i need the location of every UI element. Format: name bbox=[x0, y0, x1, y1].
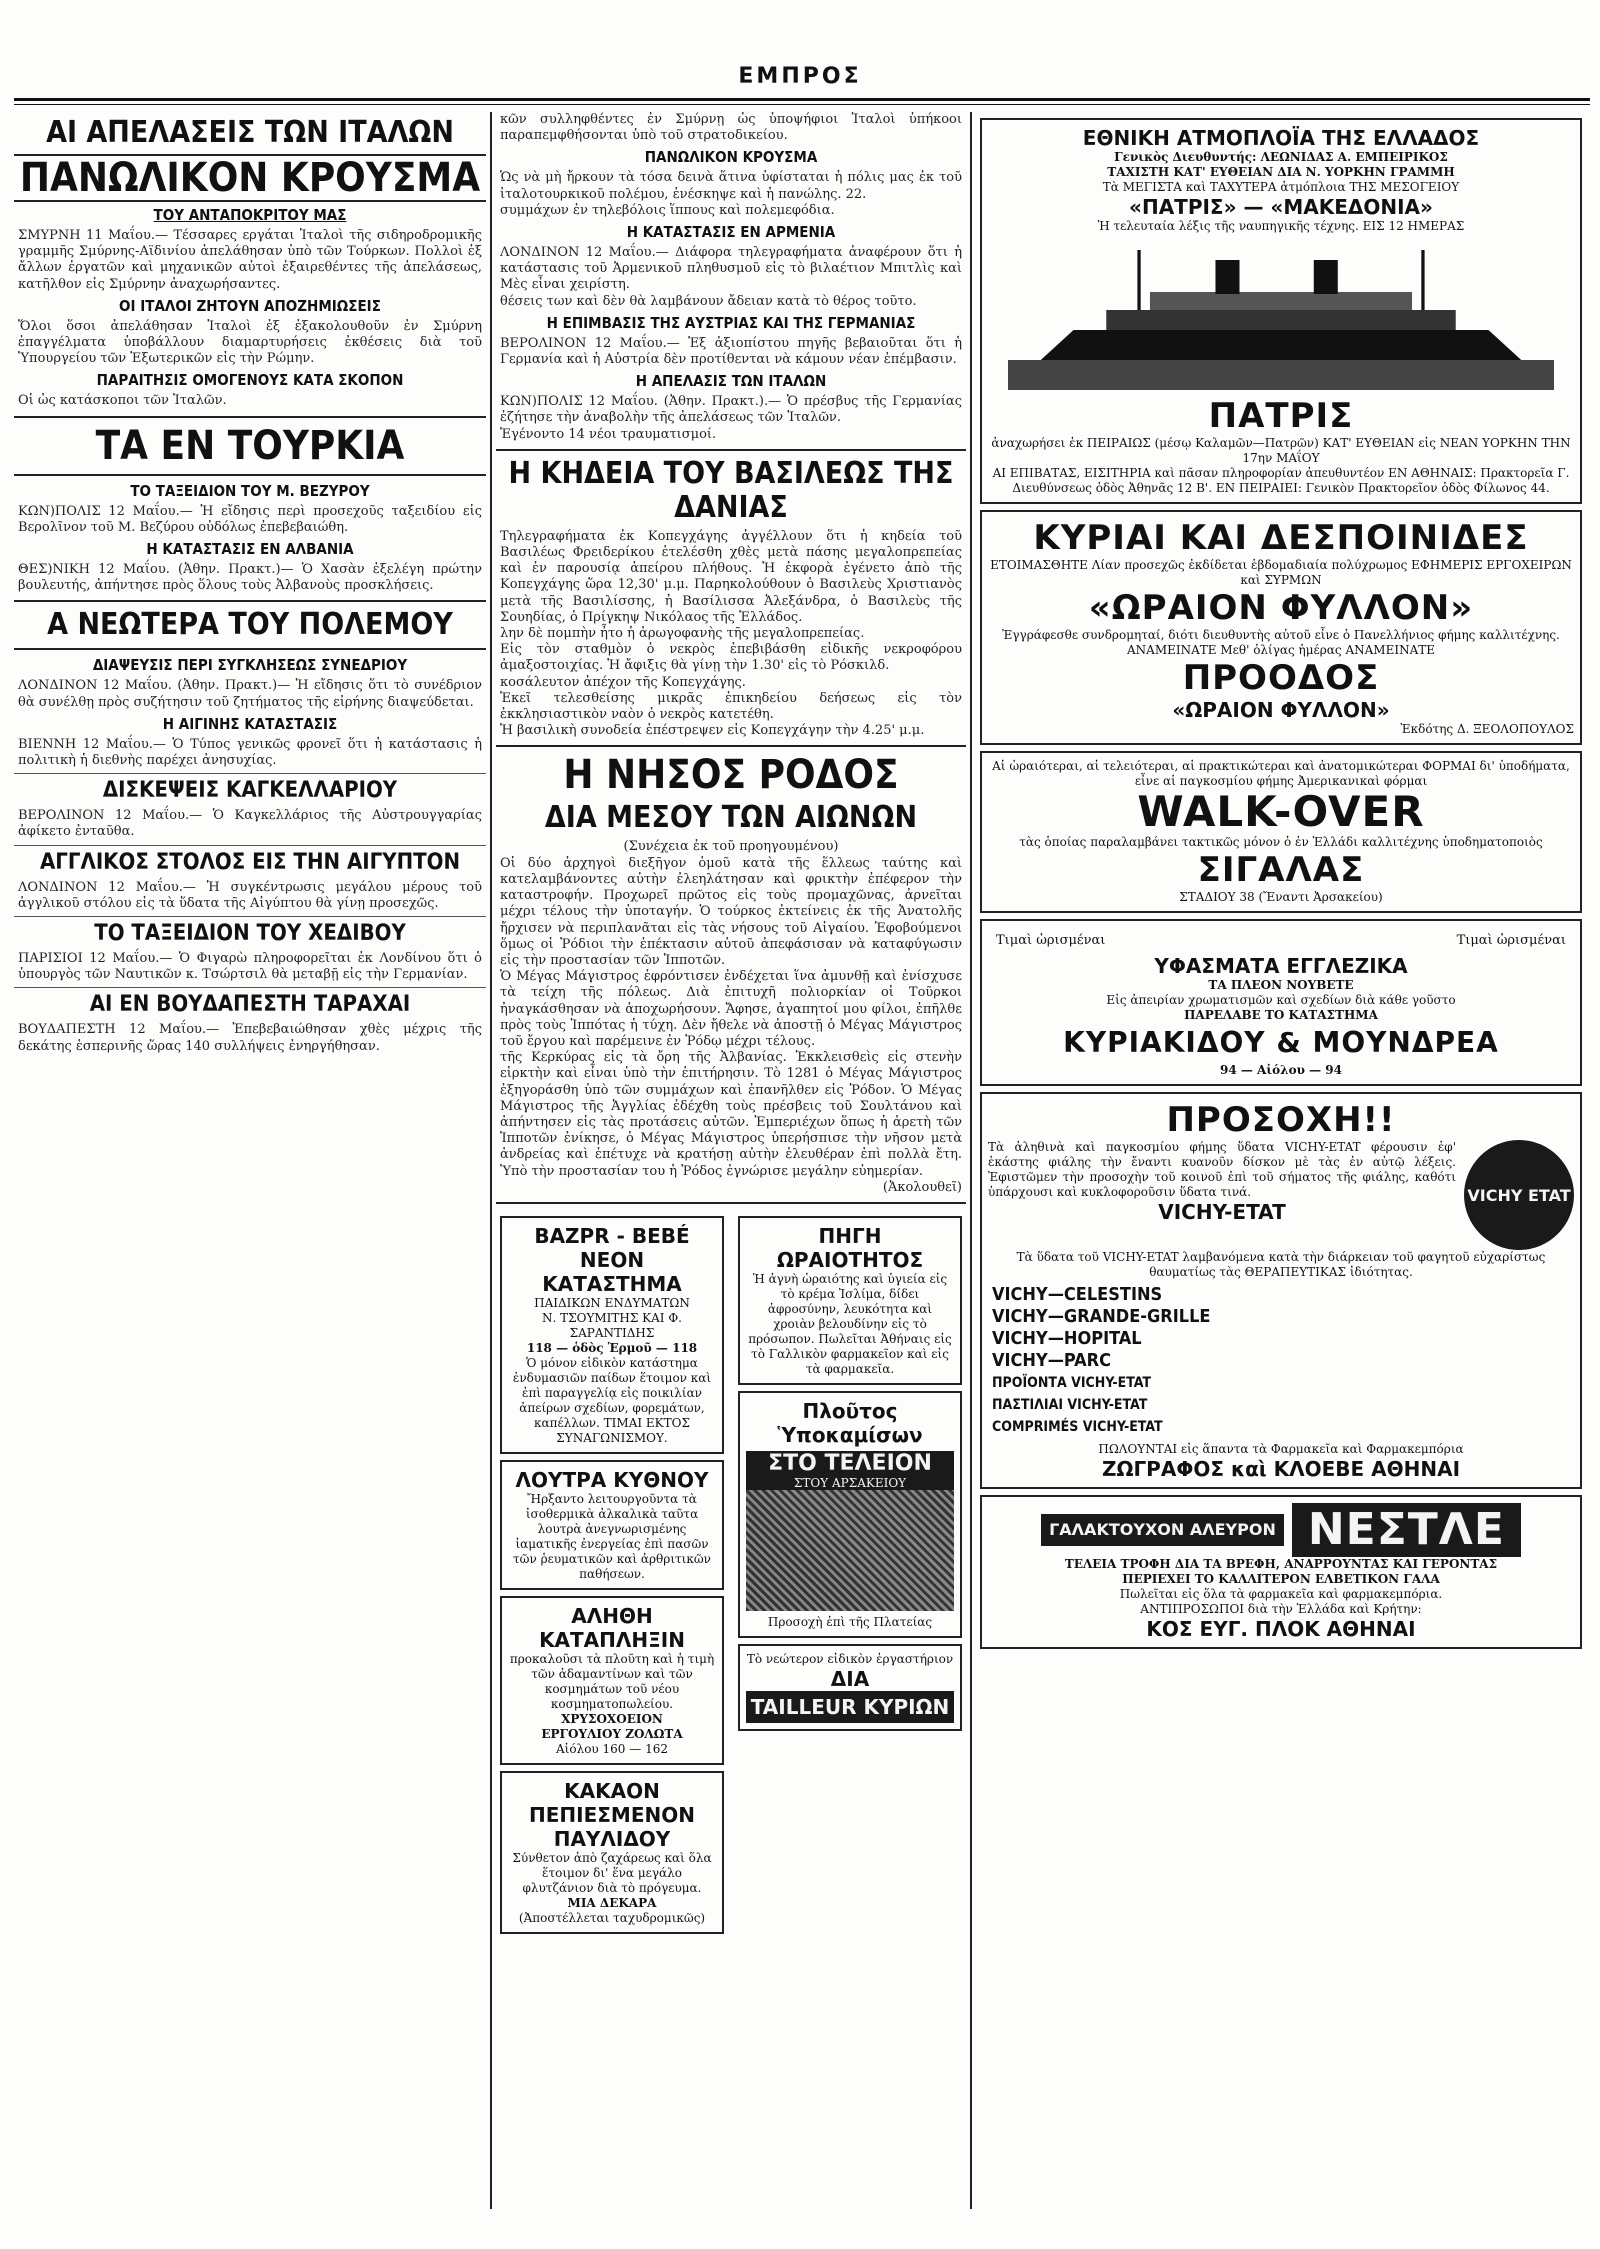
subheadline: Η ΑΠΕΛΑΣΙΣ ΤΩΝ ΙΤΑΛΩΝ bbox=[635, 372, 827, 391]
ad-text: Πωλεῖται εἰς ὅλα τὰ φαρμακεῖα καὶ φαρμακεμπόρια. bbox=[1119, 1587, 1443, 1601]
product-line: VICHY—PARC bbox=[992, 1350, 1112, 1371]
ad-text: ΑΙ ΕΠΙΒΑΤΑΣ, ΕΙΣΙΤΗΡΙΑ καὶ πᾶσαν πληροφορίαν ἀπευθυντέον ΕΝ ΑΘΗΝΑΙΣ: Πρακτορεῖα Γ. Διευθύνσεως ὁδὸς Ἀθηνᾶς 12 Β'. ΕΝ ΠΕΙΡΑΙΕΙ: Γενικὸν Πρακτορεῖον ὁδὸς Φίλωνος 44. bbox=[992, 466, 1570, 495]
ad-text: προκαλοῦσι τὰ πλοῦτη καὶ ἡ τιμὴ τῶν ἀδαμαντίνων καὶ τῶν κοσμημάτων τοῦ νέου κοσμηματοπωλείου. bbox=[509, 1651, 715, 1711]
ad-text: Τὰ ἀληθινὰ καὶ παγκοσμίου φήμης ὕδατα VICHY-ETAT φέρουσιν ἐφ' ἑκάστης φιάλης τὴν ἔναντι κυανοῦν δίσκον μὲ τὰς ἐν αὐτῷ λέξεις. Ἐφιστῶμεν τὴν προσοχὴν τοῦ κοινοῦ ἐπὶ τοῦ σήματος τῆς φιάλης, καθότι ὑπάρχουσι καὶ κυκλοφοροῦσιν ὕδατα τινά. bbox=[988, 1140, 1456, 1199]
advertisement bbox=[500, 1216, 724, 1454]
ship-illustration bbox=[1008, 240, 1554, 390]
advertisement bbox=[738, 1644, 962, 1731]
ad-subtitle: «ΠΑΤΡΙΣ» — «ΜΑΚΕΔΟΝΙΑ» bbox=[1129, 195, 1433, 219]
ad-title: ΠΡΟΟΔΟΣ bbox=[1182, 658, 1380, 698]
article-text: τῆς Κερκύρας εἰς τὰ ὄρη τῆς Ἀλβανίας. Ἐκκλεισθεὶς εἰς στενὴν εἱρκτὴν καὶ εἶναι ὑπὸ τὴν ἐπιτήρησιν. Τὸ 1281 ὁ Μέγας Μάγιστρος ἐξηγοράσθη ὑπὸ τῶν συμμάχων καὶ ἐπανῆλθεν εἰς Ῥόδον. Ὁ Μέγας Μάγιστρος τῆς Ἀγγλίας ἐδέχθη τοὺς πρέσβεις τοῦ Σουλτάνου καὶ ἀπήντησεν εἰς τὰς προτάσεις αὐτῶν. Ἐμπεριέχων ὅπως ἡ ἀρετὴ τῶν Ἱπποτῶν ἐνίκησε, ὁ Μέγας Μάγιστρος ὑπερήσπισε τὴν νῆσον μετὰ ἀνδρείας καὶ ἐπέτυχε νὰ κρατήσῃ αὐτὴν ἐλευθέραν ἐπὶ πολλὰ ἔτη. Ὑπὸ τὴν προστασίαν του ἡ Ῥόδος ἐγνώρισε μεγάλην εὐημερίαν. bbox=[500, 1050, 962, 1179]
ad-address: ΣΤΑΔΙΟΥ 38 (Ἔναντι Ἀρσακείου) bbox=[1179, 890, 1383, 904]
advertisement bbox=[500, 1596, 724, 1765]
ad-subtitle: ΓΑΛΑΚΤΟΥΧΟΝ ΑΛΕΥΡΟΝ bbox=[1041, 1514, 1284, 1546]
ad-subtitle: VICHY-ETAT bbox=[1158, 1200, 1286, 1224]
article-text: ΚΩΝ)ΠΟΛΙΣ 12 Μαΐου.— Ἡ εἴδησις περὶ προσεχοῦς ταξειδίου εἰς Βερολῖνον τοῦ Μ. Βεζύρου οὐδόλως ἐπεβεβαιώθη. bbox=[18, 503, 482, 535]
ad-subtitle: Γενικὸς Διευθυντής: ΛΕΩΝΙΔΑΣ Α. ΕΜΠΕΙΡΙΚΟΣ bbox=[1114, 150, 1448, 164]
product-line: VICHY—CELESTINS bbox=[992, 1284, 1163, 1305]
product-line: VICHY—GRANDE-GRILLE bbox=[992, 1306, 1211, 1327]
ad-text: Τὰ ὕδατα τοῦ VICHY-ETAT λαμβανόμενα κατὰ τὴν διάρκειαν τοῦ φαγητοῦ εὐχαρίστως θαυματίως τὰς ΘΕΡΑΠΕΥΤΙΚΑΣ ἰδιότητας. bbox=[1016, 1250, 1546, 1279]
advertisement bbox=[738, 1216, 962, 1385]
subheadline: Η ΚΑΤΑΣΤΑΣΙΣ ΕΝ ΑΛΒΑΝΙΑ bbox=[146, 540, 354, 559]
article-text: ΛΟΝΔΙΝΟΝ 12 Μαΐου. (Ἀθην. Πρακτ.)— Ἡ εἴδησις ὅτι τὸ συνέδριον θὰ συνέλθῃ πρὸς συζήτησιν τοῦ ζητήματος τῆς εἰρήνης διαψεύδεται. bbox=[18, 678, 482, 710]
column-3 bbox=[976, 112, 1586, 2209]
ad-title: ΠΑΤΡΙΣ bbox=[1208, 396, 1354, 436]
vichy-seal: VICHY ETAT bbox=[1464, 1140, 1574, 1250]
advertisement bbox=[738, 1391, 962, 1638]
article-text: Τηλεγραφήματα ἐκ Κοπεγχάγης ἀγγέλλουν ὅτι ἡ κηδεία τοῦ Βασιλέως Φρειδερίκου ἐτελέσθη χθὲς μετὰ πάσης μεγαλοπρεπείας καὶ ἐν παρουσίᾳ ἀπείρου πλήθους. Ἡ ἐκφορὰ ἐγένετο ἀπὸ τῆς Κοπεγχάγης ὥρα 12,30' μ.μ. Παρηκολούθουν ὁ Βασιλεὺς Χριστιανὸς μετὰ τῆς Βασιλίσσης, ἡ Βασίλισσα Ἀλεξάνδρα, ὁ Βασιλεὺς τῆς Σουηδίας, ὁ Πρίγκηψ Νικόλαος τῆς Ἑλλάδος. bbox=[500, 528, 962, 625]
subheadline: ΤΟ ΤΑΞΕΙΔΙΟΝ ΤΟΥ ΧΕΔΙΒΟΥ bbox=[94, 921, 406, 947]
headline: Α ΝΕΩΤΕΡΑ ΤΟΥ ΠΟΛΕΜΟΥ bbox=[47, 607, 453, 643]
ad-text: Εἰς ἀπειρίαν χρωματισμῶν καὶ σχεδίων διὰ κάθε γοῦστο bbox=[1106, 993, 1456, 1007]
ad-text: ἀναχωρήσει ἐκ ΠΕΙΡΑΙΩΣ (μέσῳ Καλαμῶν—Πατρῶν) ΚΑΤ' ΕΥΘΕΙΑΝ εἰς ΝΕΑΝ ΥΟΡΚΗΝ ΤΗΝ 17ην ΜΑΐΟΥ bbox=[991, 436, 1571, 465]
ad-subtitle: ΣΤΟΥ ΑΡΣΑΚΕΙΟΥ bbox=[746, 1476, 954, 1490]
headline: Η ΝΗΣΟΣ ΡΟΔΟΣ bbox=[563, 752, 899, 799]
subheadline: ΟΙ ΙΤΑΛΟΙ ΖΗΤΟΥΝ ΑΠΟΖΗΜΙΩΣΕΙΣ bbox=[119, 296, 381, 315]
advertisement bbox=[980, 919, 1582, 1086]
ship-icon bbox=[1008, 240, 1554, 390]
ad-title: ΥΦΑΣΜΑΤΑ ΕΓΓΛΕΖΙΚΑ bbox=[1154, 954, 1408, 978]
column-divider bbox=[970, 112, 972, 2209]
article-text: ΣΜΥΡΝΗ 11 Μαΐου.— Τέσσαρες εργάται Ἰταλοὶ τῆς σιδηροδρομικῆς γραμμῆς Σμύρνης-Αϊδινίου ἀπελάθησαν ὑπὸ τῶν Τούρκων. Πολλοὶ ἐξ ἄλλων ἐργατῶν καὶ μηχανικῶν αὐτοὶ ἐξαιρεθέντες τῆς ἀπελάσεως, κατῆλθον εἰς Σμύρνην ἀναχωρήσαντες. bbox=[18, 228, 482, 292]
article-text: ΒΟΥΔΑΠΕΣΤΗ 12 Μαΐου.— Ἐπεβεβαιώθησαν χθὲς μέχρις τῆς δεκάτης ἑσπερινῆς ὥρας 140 συλλήψεις ἐνηργήθησαν. bbox=[18, 1022, 482, 1054]
advertisement bbox=[980, 751, 1582, 913]
ad-subtitle: ΜΙΑ ΔΕΚΑΡΑ bbox=[567, 1895, 657, 1910]
ad-subtitle: ΠΑΡΕΛΑΒΕ ΤΟ ΚΑΤΑΣΤΗΜΑ bbox=[1184, 1008, 1378, 1022]
headline: ΤΑ ΕΝ ΤΟΥΡΚΙΑ bbox=[95, 422, 405, 469]
advertisement bbox=[980, 510, 1582, 745]
ad-text: ΠΕΡΙΕΧΕΙ ΤΟ ΚΑΛΛΙΤΕΡΟΝ ΕΛΒΕΤΙΚΟΝ ΓΑΛΑ bbox=[1122, 1572, 1440, 1586]
ad-text: Ἡ τελευταία λέξις τῆς ναυπηγικῆς τέχνης. ΕΙΣ 12 ΗΜΕΡΑΣ bbox=[1097, 219, 1465, 233]
price-note: Τιμαὶ ὡρισμέναι bbox=[1456, 933, 1566, 948]
ad-subtitle: ΚΟΣ ΕΥΓ. ΠΛΟΚ ΑΘΗΝΑΙ bbox=[1146, 1617, 1416, 1641]
advertisement bbox=[500, 1460, 724, 1590]
article-text: ΒΕΡΟΛΙΝΟΝ 12 Μαΐου.— Ἐξ ἀξιοπίστου πηγῆς βεβαιοῦται ὅτι ἡ Γερμανία καὶ ἡ Αὐστρία δὲν προτίθενται νὰ κάμουν νέαν ἐπέμβασιν. bbox=[500, 335, 962, 368]
subheadline: Η ΚΑΤΑΣΤΑΣΙΣ ΕΝ ΑΡΜΕΝΙΑ bbox=[626, 223, 836, 242]
advertisement-vichy bbox=[980, 1092, 1582, 1489]
product-line: ΠΑΣΤΙΛΙΑΙ VICHY-ETAT bbox=[992, 1397, 1148, 1413]
subheadline: ΑΙ ΕΝ ΒΟΥΔΑΠΕΣΤΗ ΤΑΡΑΧΑΙ bbox=[89, 992, 411, 1018]
ad-text: Τὸ νεώτερον εἰδικὸν ἐργαστήριον bbox=[746, 1651, 954, 1666]
article-text: (Συνέχεια ἐκ τοῦ προηγουμένου) bbox=[623, 839, 839, 855]
subheadline: ΔΙΣΚΕΨΕΙΣ ΚΑΓΚΕΛΛΑΡΙΟΥ bbox=[102, 778, 398, 804]
ad-title: BAZPR - BEBÉ bbox=[534, 1223, 690, 1248]
ad-text: Ἡ ἁγνὴ ὡραιότης καὶ ὑγιεία εἰς τὸ κρέμα Ἰσλίμα, δίδει ἀφροσύνην, λευκότητα καὶ χροιὰν βελουδίνην εἰς τὸ πρόσωπον. Πωλεῖται Ἀθήναις εἰς τὸ Γαλλικὸν φαρμακεῖον καὶ εἰς τὰ φαρμακεῖα. bbox=[748, 1271, 952, 1376]
ad-address: 118 — ὁδὸς Ἑρμοῦ — 118 bbox=[526, 1340, 698, 1355]
ad-title: ΚΑΚΑΟΝ ΠΕΠΙΕΣΜΕΝΟΝ ΠΑΥΛΙΔΟΥ bbox=[529, 1778, 695, 1851]
masthead-title: ΕΜΠΡΟΣ bbox=[738, 64, 862, 89]
advertisement-nestle bbox=[980, 1495, 1582, 1649]
ad-text: ΠΩΛΟΥΝΤΑΙ εἰς ἅπαντα τὰ Φαρμακεῖα καὶ Φαρμακεμπόρια bbox=[1098, 1442, 1464, 1456]
product-line: COMPRIMÉS VICHY-ETAT bbox=[992, 1419, 1163, 1435]
price-note: Τιμαὶ ὡρισμέναι bbox=[996, 933, 1106, 948]
ad-title: ΚΥΡΙΑΚΙΔΟΥ & ΜΟΥΝΔΡΕΑ bbox=[1063, 1026, 1499, 1059]
article-text: ΛΟΝΔΙΝΟΝ 12 Μαΐου.— Ἡ συγκέντρωσις μεγάλου μέρους τοῦ ἀγγλικοῦ στόλου εἰς τὰ ὕδατα τῆς Αἰγύπτου θὰ γίνῃ προσεχῶς. bbox=[18, 879, 482, 911]
product-line: ΠΡΟΪΟΝΤΑ VICHY-ETAT bbox=[992, 1375, 1151, 1391]
subheadline: ΤΟ ΤΑΞΕΙΔΙΟΝ ΤΟΥ Μ. ΒΕΖΥΡΟΥ bbox=[130, 481, 370, 500]
article-text: Ὁ Μέγας Μάγιστρος ἐφρόντισεν ἐνδέχεται ἵνα ἀμυνθῇ καὶ ἐνίσχυσε τὰ τείχη τῆς πόλεως. Διὰ ἐπιτυχῆ πολιορκίαν οἱ Τοῦρκοι ἠναγκάσθησαν νὰ ἀποχωρήσουν. Ἄφησε, ἀγαπητοί μου φίλοι, ἐπῆλθε πρὸς τοὺς Ἱππότας ἡ τύχη. Δὲν ἤθελε νὰ ἀποστῇ ὁ Μέγας Μάγιστρος τοῦ ἔργου καὶ παρέμεινε ἐν Ῥόδῳ μέχρι τέλους. bbox=[500, 969, 962, 1049]
article-text: Ἐκεῖ τελεσθείσης μικρᾶς ἐπικηδείου δεήσεως εἰς τὸν ἐκκλησιαστικὸν ναὸν ὁ νεκρὸς κατετέθη. bbox=[500, 690, 962, 723]
subheadline: ΠΑΡΑΙΤΗΣΙΣ ΟΜΟΓΕΝΟΥΣ ΚΑΤΑ ΣΚΟΠΟΝ bbox=[96, 371, 404, 390]
subheadline: ΔΙΑΨΕΥΣΙΣ ΠΕΡΙ ΣΥΓΚΛΗΣΕΩΣ ΣΥΝΕΔΡΙΟΥ bbox=[92, 656, 408, 675]
ad-title: Πλοῦτος Ὑποκαμίσων bbox=[777, 1398, 923, 1447]
ad-title: «ΩΡΑΙΟΝ ΦΥΛΛΟΝ» bbox=[1088, 588, 1474, 628]
advertisement-shipping bbox=[980, 118, 1582, 504]
subheadline: ΤΟΥ ΑΝΤΑΠΟΚΡΙΤΟΥ ΜΑΣ bbox=[153, 206, 347, 224]
ad-text: ΤΕΛΕΙΑ ΤΡΟΦΗ ΔΙΑ ΤΑ ΒΡΕΦΗ, ΑΝΑΡΡΟΥΝΤΑΣ ΚΑΙ ΓΕΡΟΝΤΑΣ bbox=[1064, 1557, 1498, 1571]
advertisement bbox=[500, 1771, 724, 1934]
ad-text: Αἱ ὡραιότεραι, αἱ τελειότεραι, αἱ πρακτικώτεραι καὶ ἀνατομικώτεραι ΦΟΡΜΑΙ δι' ὑποδήματα, εἶνε αἱ παγκοσμίου φήμης Ἀμερικανικαὶ φόρμαι bbox=[992, 759, 1570, 788]
ad-subtitle: Τὰ ΜΕΓΙΣΤΑ καὶ ΤΑΧΥΤΕΡΑ ἀτμόπλοια ΤΗΣ ΜΕΣΟΓΕΙΟΥ bbox=[1102, 180, 1460, 194]
ad-text: Ἤρξαντο λειτουργοῦντα τὰ ἰσοθερμικὰ ἀλκαλικὰ ταῦτα λουτρὰ ἀνεγνωρισμένης ἰαματικῆς ἐνεργείας ἐπὶ πασῶν τῶν ῥευματικῶν καὶ ἀρθριτικῶν παθήσεων. bbox=[513, 1491, 711, 1581]
ad-subtitle: ΠΑΙΔΙΚΩΝ ΕΝΔΥΜΑΤΩΝ bbox=[534, 1295, 690, 1310]
ad-title: TAILLEUR ΚΥΡΙΩΝ bbox=[746, 1691, 954, 1723]
ad-address: 94 — Αἰόλου — 94 bbox=[1220, 1063, 1342, 1077]
ad-text: Σύνθετον ἀπὸ ζαχάρεως καὶ ὅλα ἕτοιμον δι' ἕνα μεγάλο φλυτζάνιον διὰ τὸ πρόγευμα. bbox=[512, 1850, 712, 1895]
article-text: κῶν συλληφθέντες ἐν Σμύρνῃ ὡς ὑποψήφιοι Ἰταλοὶ ὑπήκοοι παραπεμφθήσονται ὑπὸ τοῦ στρατοδικείου. bbox=[500, 112, 962, 144]
ad-address: Αἰόλου 160 — 162 bbox=[556, 1741, 668, 1756]
headline: Η ΚΗΔΕΙΑ ΤΟΥ ΒΑΣΙΛΕΩΣ ΤΗΣ ΔΑΝΙΑΣ bbox=[508, 455, 954, 525]
ad-text: ΕΤΟΙΜΑΣΘΗΤΕ Λίαν προσεχῶς ἐκδίδεται ἑβδομαδιαία πολύχρωμος ΕΦΗΜΕΡΙΣ ΕΡΓΟΧΕΙΡΩΝ καὶ ΣΥΡΜΩΝ bbox=[990, 558, 1572, 587]
ad-title: ΚΥΡΙΑΙ ΚΑΙ ΔΕΣΠΟΙΝΙΔΕΣ bbox=[1033, 518, 1529, 558]
column-2 bbox=[496, 112, 966, 2209]
headline: ΑΙ ΑΠΕΛΑΣΕΙΣ ΤΩΝ ΙΤΑΛΩΝ bbox=[46, 115, 454, 150]
ad-title: ΠΡΟΣΟΧΗ!! bbox=[1166, 1100, 1396, 1140]
article-text: θέσεις των καὶ δὲν θὰ λαμβάνουν ἄδειαν κατὰ τὸ θέρος τοῦτο. bbox=[500, 293, 917, 309]
article-text: (Ἀκολουθεῖ) bbox=[882, 1179, 962, 1195]
ad-publisher: Ἐκδότης Δ. ΞΕΟΛΟΠΟΥΛΟΣ bbox=[1400, 722, 1574, 736]
article-text: ΚΩΝ)ΠΟΛΙΣ 12 Μαΐου. (Ἀθην. Πρακτ.).— Ὁ πρέσβυς τῆς Γερμανίας ἐζήτησε τὴν ἀναβολὴν τῆς ἀπελάσεως τῶν Ἰταλῶν. bbox=[500, 394, 962, 426]
shirt-illustration bbox=[746, 1451, 954, 1611]
article-text: Ὡς νὰ μὴ ἤρκουν τὰ τόσα δεινὰ ἅτινα ὑφίσταται ἡ πόλις μας ἐκ τοῦ ἰταλοτουρκικοῦ πολέμου, ἐνέσκηψε καὶ ἡ πανώλης. 22. bbox=[500, 170, 962, 202]
article-text: Ἐγένοντο 14 νέοι τραυματισμοί. bbox=[500, 426, 717, 442]
subheadline: ΑΓΓΛΙΚΟΣ ΣΤΟΛΟΣ ΕΙΣ ΤΗΝ ΑΙΓΥΠΤΟΝ bbox=[39, 849, 461, 875]
article-text: ΛΟΝΔΙΝΟΝ 12 Μαΐου.— Διάφορα τηλεγραφήματα ἀναφέρουν ὅτι ἡ κατάστασις τοῦ Ἀρμενικοῦ πληθυσμοῦ εἰς τὸ βιλαέτιον Μπιτλὶς καὶ Μὲς εἶναι χειρίστη. bbox=[500, 245, 962, 293]
article-text: ΘΕΣ)ΝΙΚΗ 12 Μαΐου. (Ἀθην. Πρακτ.)— Ὁ Χασὰν ἐξελέγη πρώτην βουλευτής, ἀπήντησε πρὸς ὅλους τοὺς Ἀλβανοὺς προσκλήσεις. bbox=[18, 562, 482, 594]
ad-subtitle: ΖΩΓΡΑΦΟΣ καὶ ΚΛΟΕΒΕ ΑΘΗΝΑΙ bbox=[1101, 1457, 1461, 1481]
article-text: λην δὲ πομπὴν ἦτο ἡ ἀρωγοφανὴς τῆς μεγαλοπρεπείας. bbox=[500, 626, 865, 642]
masthead-rule bbox=[14, 98, 1590, 101]
ad-subtitle: ΧΡΥΣΟΧΟΕΙΟΝ bbox=[561, 1711, 663, 1726]
ad-subtitle: (Ἀποστέλλεται ταχυδρομικῶς) bbox=[518, 1910, 706, 1925]
article-text: Εἰς τὸν σταθμὸν ὁ νεκρὸς ἐπεβιβάσθη εἰδικῆς νεκροφόρου ἀμαξοστοιχίας. Ἡ ἄφιξις θὰ γίνῃ τὴν 1.30' εἰς τὸ Ρόσκιλδ. bbox=[500, 642, 962, 674]
masthead-rule-thin bbox=[14, 104, 1590, 105]
article-text: Ὅλοι ὅσοι ἀπελάθησαν Ἰταλοὶ ἐξ ἐξακολουθοῦν ἐν Σμύρνη ἐπαγγέλματα ὑποβάλλουν διαμαρτυρήσεις ἐκθέσεις διὰ τοῦ Ὑπουργείου τῶν Ἐξωτερικῶν εἰς τὴν Ρώμην. bbox=[18, 318, 482, 367]
subheadline: Η ΑΙΓΙΝΗΣ ΚΑΤΑΣΤΑΣΙΣ bbox=[162, 714, 338, 733]
article-text: Οἱ ὡς κατάσκοποι τῶν Ἰταλῶν. bbox=[18, 393, 227, 409]
article-text: ΒΕΡΟΛΙΝΟΝ 12 Μαΐου.— Ὁ Καγκελλάριος τῆς Αὐστρουγγαρίας ἀφίκετο ἐνταῦθα. bbox=[18, 808, 482, 840]
column-divider bbox=[490, 112, 492, 2209]
ad-subtitle: ΔΙΑ bbox=[830, 1666, 870, 1691]
ad-title: ΝΕΣΤΛΕ bbox=[1292, 1503, 1521, 1557]
ad-subtitle: ΝΕΟΝ ΚΑΤΑΣΤΗΜΑ bbox=[542, 1247, 682, 1296]
ad-title: WALK-OVER bbox=[1137, 787, 1425, 836]
article-text: Ἡ βασιλικὴ συνοδεία ἐπέστρεψεν εἰς Κοπεγχάγην τὴν 4.25' μ.μ. bbox=[500, 723, 925, 739]
ad-text: Ἐγγράφεσθε συνδρομηταί, διότι διευθυντὴς αὐτοῦ εἶνε ὁ Πανελλήνιος φήμης καλλιτέχνης. ΑΝΑΜΕΙΝΑΤΕ Μεθ' ὀλίγας ἡμέρας ΑΝΑΜΕΙΝΑΤΕ bbox=[1002, 628, 1560, 657]
article-text: Οἱ δύο ἀρχηγοὶ διεξῆγον ὁμοῦ κατὰ τῆς ἕλλεως ταύτης καὶ κατελαμβάνοντες αὐτὴν ἐλεηλάτησαν καὶ φρικτὴν ἐπέφερον τὴν καταστροφήν. Προχωρεῖ πρῶτος εἰς τοὺς προμαχῶνας, ἀρνεῖται μέχρι τέλους τὴν ὑποταγήν. Ὁ τούρκος ἐκτείνεις ἐκ τῆς Ἀνατολῆς ἤρχισεν νὰ περιπλανᾶται εἰς τὰς νήσους τοῦ Αἰγαίου. Ἐφοβούμενοι ὅμως οἱ Ῥόδιοι τὴν ἐπέκτασιν αὐτοῦ ἀπεφάσισαν νὰ καταφύγωσιν εἰς τὴν προστασίαν τῶν Ἱπποτῶν. bbox=[500, 855, 962, 968]
ad-title: ΑΛΗΘΗ ΚΑΤΑΠΛΗΞΙΝ bbox=[539, 1603, 685, 1652]
subheadline: ΠΑΝΩΛΙΚΟΝ ΚΡΟΥΣΜΑ bbox=[644, 148, 818, 167]
ad-text: ΑΝΤΙΠΡΟΣΩΠΟΙ διὰ τὴν Ἑλλάδα καὶ Κρήτην: bbox=[1140, 1602, 1422, 1616]
ad-title: ΛΟΥΤΡΑ ΚΥΘΝΟΥ bbox=[515, 1467, 709, 1492]
article-text: συμμάχων ἐν τηλεβόλοις ἵππους καὶ πολεμεφόδια. bbox=[500, 202, 835, 218]
ad-subtitle: «ΩΡΑΙΟΝ ΦΥΛΛΟΝ» bbox=[1172, 698, 1390, 722]
ad-text: Ὁ μόνον εἰδικὸν κατάστημα ἐνδυμασιῶν παίδων ἕτοιμον καὶ ἐπὶ παραγγελίᾳ εἰς ποικιλίαν ἀπείρων σχεδίων, φορεμάτων, καπέλλων. ΤΙΜΑΙ ΕΚΤΟΣ ΣΥΝΑΓΩΝΙΣΜΟΥ. bbox=[512, 1355, 712, 1445]
ad-subtitle: ΕΡΓΟΥΛΙΟΥ ΖΟΛΩΤΑ bbox=[541, 1726, 683, 1741]
article-text: ΒΙΕΝΝΗ 12 Μαΐου.— Ὁ Τύπος γενικῶς φρονεῖ ὅτι ἡ κατάστασις ἡ πολιτικὴ ἡ διεθνὴς παρέχει ἀνησυχίας. bbox=[18, 736, 482, 769]
column-1 bbox=[14, 112, 486, 2209]
subheadline: Η ΕΠΙΜΒΑΣΙΣ ΤΗΣ ΑΥΣΤΡΙΑΣ ΚΑΙ ΤΗΣ ΓΕΡΜΑΝΙΑΣ bbox=[546, 313, 916, 332]
headline: ΔΙΑ ΜΕΣΟΥ ΤΩΝ ΑΙΩΝΩΝ bbox=[544, 800, 918, 836]
ad-subtitle: Ν. ΤΣΟΥΜΙΤΗΣ ΚΑΙ Φ. ΣΑΡΑΝΤΙΔΗΣ bbox=[541, 1310, 682, 1340]
ad-title: ΠΗΓΗ ΩΡΑΙΟΤΗΤΟΣ bbox=[776, 1223, 924, 1272]
ad-title: ΕΘΝΙΚΗ ΑΤΜΟΠΛΟΪΑ ΤΗΣ ΕΛΛΑΔΟΣ bbox=[1082, 126, 1480, 150]
ad-subtitle: ΣΤΟ ΤΕΛΕΙΟΝ bbox=[746, 1451, 954, 1476]
ad-subtitle: ΤΑΧΙΣΤΗ ΚΑΤ' ΕΥΘΕΙΑΝ ΔΙΑ Ν. ΥΟΡΚΗΝ ΓΡΑΜΜΗ bbox=[1107, 165, 1455, 179]
product-line: VICHY—HOPITAL bbox=[992, 1328, 1142, 1349]
headline: ΠΑΝΩΛΙΚΟΝ ΚΡΟΥΣΜΑ bbox=[14, 154, 486, 202]
ad-subtitle: ΤΑ ΠΛΕΟΝ ΝΟΥΒΕΤΕ bbox=[1208, 978, 1354, 992]
article-text: κοσάλευτον ἀπέχον τῆς Κοπεγχάγης. bbox=[500, 674, 746, 690]
ad-caption: Προσοχὴ ἐπὶ τῆς Πλατείας bbox=[767, 1614, 933, 1629]
ad-text: τὰς ὁποίας παραλαμβάνει τακτικῶς μόνον ὁ ἐν Ἑλλάδι καλλιτέχνης ὑποδηματοποιὸς bbox=[1019, 835, 1543, 849]
ad-title: ΣΙΓΑΛΑΣ bbox=[1197, 850, 1365, 890]
article-text: ΠΑΡΙΣΙΟΙ 12 Μαΐου.— Ὁ Φιγαρὼ πληροφορεῖται ἐκ Λονδίνου ὅτι ὁ ὑπουργὸς τῶν Ναυτικῶν κ. Τσώρτσιλ θὰ μεταβῇ εἰς τὴν Γερμανίαν. bbox=[18, 951, 482, 983]
